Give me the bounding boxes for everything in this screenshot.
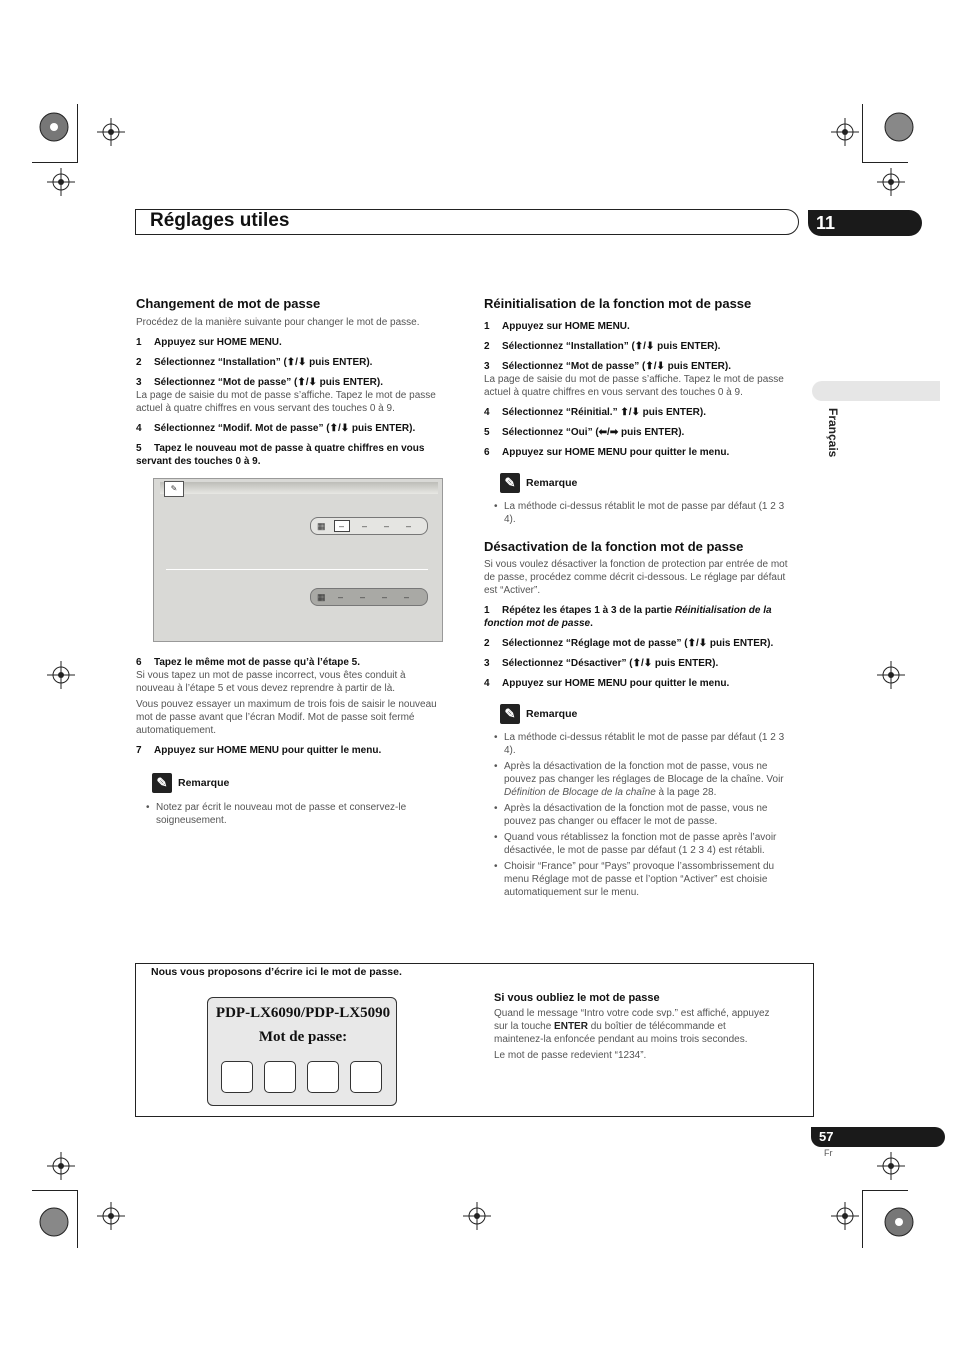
crosshair-icon (47, 661, 75, 689)
language-tab (812, 381, 940, 401)
step-item: 4 Sélectionnez “Réinitial.” ⬆/⬇ puis ENTER). (484, 407, 707, 418)
note-bullet: • Après la désactivation de la fonction mot de passe, vous ne pouvez pas changer les réglages de Blocage de la chaîne. Voir Définition de Blocage de la chaîne à la page 28. (494, 760, 814, 799)
crosshair-icon (97, 118, 125, 146)
step-detail: Vous pouvez essayer un maximum de trois fois de saisir le nouveau (136, 699, 437, 710)
step-item: 7 Appuyez sur HOME MENU pour quitter le menu. (136, 745, 382, 756)
step-item: 1 Appuyez sur HOME MENU. (484, 321, 630, 332)
crosshair-icon (463, 1202, 491, 1230)
note-bullet: • Notez par écrit le nouveau mot de passe et conservez-le soigneusement. (146, 801, 466, 827)
crop-line (862, 1190, 863, 1248)
language-label: Français (826, 408, 840, 458)
digit-slot: – (406, 521, 412, 531)
crosshair-icon (877, 661, 905, 689)
password-digit-box[interactable] (221, 1061, 253, 1093)
left-column (136, 296, 466, 468)
section-heading: Réinitialisation de la fonction mot de passe (484, 296, 752, 311)
digit-slot: – (362, 521, 368, 531)
step-item: 2 Sélectionnez “Installation” (⬆/⬇ puis ENTER). (484, 341, 721, 352)
note-bullet: • Après la désactivation de la fonction mot de passe, vous ne pouvez pas changer ou effacer le mot de passe. (494, 802, 814, 828)
crop-line (77, 1190, 78, 1248)
screen-divider (166, 569, 428, 570)
crosshair-icon (877, 168, 905, 196)
forgot-text: maintenez-la enfoncée pendant au moins trois secondes. (494, 1034, 748, 1045)
step-detail: La page de saisie du mot de passe s’affiche. Tapez le mot de passe (136, 390, 436, 401)
step-detail: mot de passe avant que l’écran Modif. Mot de passe soit fermé (136, 712, 415, 723)
note-bullet: • Quand vous rétablissez la fonction mot de passe après l’avoir désactivée, le mot de passe par défaut (1 2 3 4) est rétabli. (494, 831, 814, 857)
crosshair-icon (97, 1202, 125, 1230)
password-digit-box[interactable] (264, 1061, 296, 1093)
digit-slot: – (360, 592, 366, 602)
forgot-text: Le mot de passe redevient “1234”. (494, 1050, 647, 1061)
crosshair-icon (877, 1152, 905, 1180)
note-bullet: • La méthode ci-dessus rétablit le mot de passe par défaut (1 2 3 4). (494, 500, 814, 526)
step-item: 1 Répétez les étapes 1 à 3 de la partie Réinitialisation de la fonction mot de passe. (484, 605, 772, 629)
password-screen-illustration (153, 478, 443, 642)
forgot-heading: Si vous oubliez le mot de passe (494, 992, 660, 1004)
digit-slot: – (404, 592, 410, 602)
step-detail: nouveau à l’étape 5 et vous devez reprendre à partir de là. (136, 683, 396, 694)
note-bullet: • Choisir “France” pour “Pays” provoque l’assombrissement du menu Réglage mot de passe et l’option “Activer” est choisie automatiquement sur le menu. (494, 860, 814, 899)
note-bullet: • La méthode ci-dessus rétablit le mot de passe par défaut (1 2 3 4). (494, 731, 814, 757)
note-header: ✎ Remarque (500, 473, 814, 493)
digit-slot: – (338, 592, 344, 602)
memo-suggestion: Nous vous proposons d’écrire ici le mot de passe. (151, 966, 402, 978)
password-entry-field (310, 517, 428, 535)
forgot-text: Quand le message “Intro votre code svp.” est affiché, appuyez (494, 1008, 770, 1019)
right-column (484, 296, 814, 899)
step-item: 6 Appuyez sur HOME MENU pour quitter le menu. (484, 447, 730, 458)
registration-star-icon (884, 1207, 914, 1237)
password-digit-box[interactable] (307, 1061, 339, 1093)
forgot-text: sur la touche ENTER du boîtier de télécommande et (494, 1021, 726, 1032)
registration-star-icon (884, 112, 914, 142)
step-detail: actuel à quatre chiffres en vous servant des touches 0 à 9. (484, 387, 743, 398)
crop-line (32, 1190, 78, 1191)
password-digit-box[interactable] (350, 1061, 382, 1093)
crop-line (862, 1190, 908, 1191)
chapter-title: Réglages utiles (150, 210, 290, 231)
step-item: 5 Sélectionnez “Oui” (⬅/➡ puis ENTER). (484, 427, 685, 438)
crop-line (32, 162, 78, 163)
keypad-icon: ▦ (317, 520, 326, 531)
step-item: 2 Sélectionnez “Installation” (⬆/⬇ puis ENTER). (136, 357, 373, 368)
section-heading: Changement de mot de passe (136, 296, 321, 311)
pencil-icon: ✎ (500, 473, 520, 493)
intro-text: Si vous voulez désactiver la fonction de protection par entrée de mot (484, 559, 788, 570)
pencil-icon: ✎ (152, 773, 172, 793)
step-detail: Si vous tapez un mot de passe incorrect, vous êtes conduit à (136, 670, 406, 681)
registration-star-icon (39, 112, 69, 142)
password-confirm-field (310, 588, 428, 606)
page-language: Fr (824, 1148, 833, 1158)
intro-text: de passe, procédez comme décrit ci-dessous. Le réglage par défaut (484, 572, 786, 583)
crop-line (862, 162, 908, 163)
step-item: 4 Sélectionnez “Modif. Mot de passe” (⬆/⬇ puis ENTER). (136, 423, 416, 434)
step-item: 3 Sélectionnez “Désactiver” (⬆/⬇ puis ENTER). (484, 658, 719, 669)
crop-line (77, 104, 78, 162)
settings-icon: ✎ (164, 481, 184, 497)
step-item: 2 Sélectionnez “Réglage mot de passe” (⬆/⬇ puis ENTER). (484, 638, 774, 649)
step-detail: automatiquement. (136, 725, 217, 736)
step-detail: actuel à quatre chiffres en vous servant des touches 0 à 9. (136, 403, 395, 414)
digit-slot: – (384, 521, 390, 531)
intro-text: est “Activer”. (484, 585, 541, 596)
registration-star-icon (39, 1207, 69, 1237)
step-item: 4 Appuyez sur HOME MENU pour quitter le menu. (484, 678, 730, 689)
card-model: PDP-LX6090/PDP-LX5090 (215, 1005, 391, 1021)
intro-text: Procédez de la manière suivante pour changer le mot de passe. (136, 317, 420, 328)
step-item: 1 Appuyez sur HOME MENU. (136, 337, 282, 348)
digit-slot: – (334, 520, 350, 532)
crosshair-icon (47, 1152, 75, 1180)
forgot-section (494, 992, 804, 1062)
step-item: 6 Tapez le même mot de passe qu’à l’étape 5. (136, 657, 361, 668)
card-label: Mot de passe: (258, 1029, 348, 1045)
crosshair-icon (831, 1202, 859, 1230)
keypad-icon: ▦ (317, 591, 326, 602)
left-column-lower (136, 656, 466, 827)
digit-slot: – (382, 592, 388, 602)
crosshair-icon (47, 168, 75, 196)
section-heading: Désactivation de la fonction mot de passe (484, 539, 744, 554)
screen-header (160, 482, 438, 494)
crop-line (862, 104, 863, 162)
step-item: 3 Sélectionnez “Mot de passe” (⬆/⬇ puis ENTER). (136, 377, 384, 388)
step-item: 5 Tapez le nouveau mot de passe à quatre chiffres en vous servant des touches 0 à 9. (136, 443, 425, 467)
step-detail: La page de saisie du mot de passe s’affiche. Tapez le mot de passe (484, 374, 784, 385)
page-number: 57 (811, 1127, 945, 1147)
note-header: ✎ Remarque (152, 773, 466, 793)
pencil-icon: ✎ (500, 704, 520, 724)
crosshair-icon (831, 118, 859, 146)
note-header: ✎ Remarque (500, 704, 814, 724)
chapter-number: 11 (808, 210, 922, 236)
step-item: 3 Sélectionnez “Mot de passe” (⬆/⬇ puis ENTER). (484, 361, 732, 372)
